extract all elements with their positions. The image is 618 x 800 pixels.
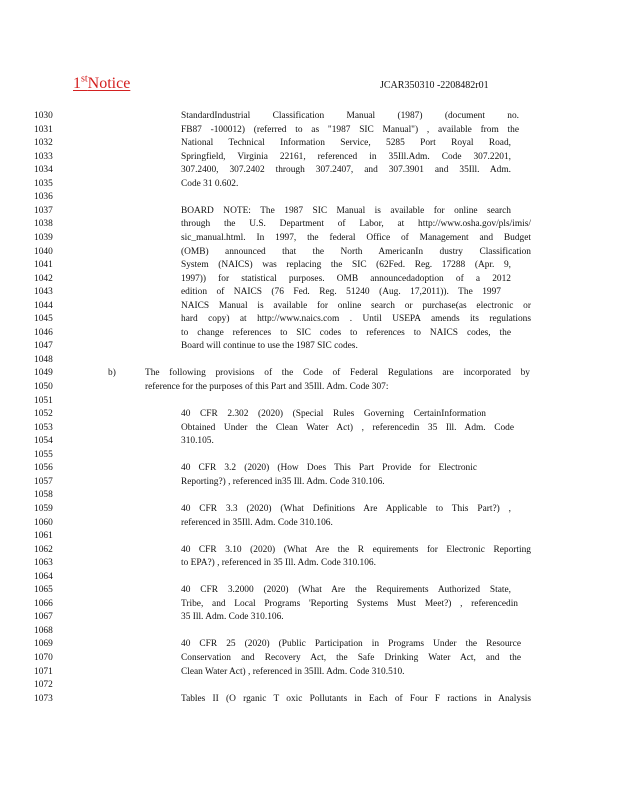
line-number: 1049 [34, 368, 53, 379]
line-number: 1055 [34, 449, 53, 460]
line-number: 1065 [34, 585, 53, 596]
text-line: 40 CFR 3.2000 (2020) (What Are the Requirements Authorized State, [181, 585, 511, 596]
text-line: Board will continue to use the 1987 SIC codes. [181, 341, 358, 352]
line-number: 1050 [34, 382, 53, 392]
text-line: 40 CFR 2.302 (2020) (Special Rules Governing CertainInformation [181, 409, 486, 420]
line-number: 1068 [34, 625, 53, 636]
line-number: 1051 [34, 395, 53, 406]
line-number: 1039 [34, 232, 53, 243]
text-line: BOARD NOTE: The 1987 SIC Manual is available for online search [181, 205, 511, 216]
notice-number: 1 [73, 75, 81, 92]
line-number: 1071 [34, 666, 53, 677]
line-number: 1073 [34, 693, 53, 704]
line-number: 1058 [34, 490, 53, 501]
text-line: b) [108, 368, 116, 379]
line-number: 1042 [34, 273, 53, 284]
text-line: Obtained Under the Clean Water Act) , referencedin 35 Ill. Adm. Code [181, 422, 514, 433]
text-line: Code 31 0.602. [181, 178, 239, 189]
text-line: 40 CFR 25 (2020) (Public Participation in Programs Under the Resource [181, 639, 521, 650]
text-line: StandardIndustrial Classification Manual (1987) (document no. [181, 111, 519, 121]
line-number: 1033 [34, 151, 53, 162]
text-line: 40 CFR 3.10 (2020) (What Are the R equirements for Electronic Reporting [181, 544, 531, 555]
text-line: 40 CFR 3.2 (2020) (How Does This Part Provide for Electronic [181, 463, 477, 474]
line-number: 1063 [34, 558, 53, 569]
text-line: through the U.S. Department of Labor, at http://www.osha.gov/pls/imis/ [181, 219, 531, 230]
line-number: 1044 [34, 300, 53, 311]
text-line: reference for the purposes of this Part and 35Ill. Adm. Code 307: [145, 382, 389, 392]
text-line: (OMB) announced that the North AmericanIn dustry Classification [181, 246, 531, 257]
text-line: sic_manual.html. In 1997, the federal Office of Management and Budget [181, 232, 531, 243]
notice-superscript: st [81, 73, 88, 85]
line-number: 1066 [34, 598, 53, 609]
header-code: JCAR350310 -2208482r01 [380, 80, 489, 91]
line-number: 1035 [34, 178, 53, 189]
text-line: hard copy) at http://www.naics.com . Until USEPA amends its regulations [181, 314, 531, 325]
text-line: Tables II (O rganic T oxic Pollutants in Each of Four F ractions in Analysis [181, 693, 531, 704]
text-line: National Technical Information Service, 5285 Port Royal Road, [181, 138, 511, 149]
line-number: 1047 [34, 341, 53, 352]
line-number: 1046 [34, 327, 53, 338]
text-line: 35 Ill. Adm. Code 310.106. [181, 612, 284, 623]
line-number: 1052 [34, 409, 53, 420]
text-line: NAICS Manual is available for online search or purchase(as electronic or [181, 300, 531, 311]
line-number: 1054 [34, 436, 53, 447]
text-line: 40 CFR 3.3 (2020) (What Definitions Are Applicable to This Part?) , [181, 503, 511, 514]
line-number: 1048 [34, 354, 53, 365]
text-line: to change references to SIC codes to references to NAICS codes, the [181, 327, 511, 338]
line-number: 1067 [34, 612, 53, 623]
line-number: 1069 [34, 639, 53, 650]
line-number: 1034 [34, 165, 53, 176]
text-line: to EPA?) , referenced in 35 Ill. Adm. Code 310.106. [181, 558, 376, 569]
line-number: 1061 [34, 531, 53, 542]
line-number: 1057 [34, 476, 53, 487]
line-number: 1059 [34, 503, 53, 514]
line-number: 1045 [34, 314, 53, 325]
text-line: Springfield, Virginia 22161, referenced in 35Ill.Adm. Code 307.2201, [181, 151, 511, 162]
text-line: referenced in 35Ill. Adm. Code 310.106. [181, 517, 333, 528]
line-number: 1064 [34, 571, 53, 582]
text-line: Tribe, and Local Programs 'Reporting Systems Must Meet?) , referencedin [181, 598, 518, 609]
text-line: Clean Water Act) , referenced in 35Ill. Adm. Code 310.510. [181, 666, 405, 677]
text-line: System (NAICS) was replacing the SIC (62Fed. Reg. 17288 (Apr. 9, [181, 260, 511, 271]
line-number: 1053 [34, 422, 53, 433]
text-line: FB87 -100012) (referred to as "1987 SIC Manual") , available from the [181, 124, 519, 135]
line-number: 1030 [34, 111, 53, 121]
line-number: 1036 [34, 192, 53, 203]
text-line: 307.2400, 307.2402 through 307.2407, and 307.3901 and 35Ill. Adm. [181, 165, 511, 176]
line-number: 1031 [34, 124, 53, 135]
text-line: Reporting?) , referenced in35 Ill. Adm. Code 310.106. [181, 476, 385, 487]
text-line: edition of NAICS (76 Fed. Reg. 51240 (Aug. 17,2011)). The 1997 [181, 287, 501, 298]
text-line: 310.105. [181, 436, 214, 447]
line-number: 1032 [34, 138, 53, 149]
text-line: 1997)) for statistical purposes. OMB announcedadoption of a 2012 [181, 273, 511, 284]
line-number: 1037 [34, 205, 53, 216]
text-line: Conservation and Recovery Act, the Safe Drinking Water Act, and the [181, 653, 521, 663]
line-number: 1041 [34, 260, 53, 271]
text-line: The following provisions of the Code of Federal Regulations are incorporated by [145, 368, 530, 379]
line-number: 1038 [34, 219, 53, 230]
line-number: 1072 [34, 680, 53, 691]
notice-word: Notice [87, 75, 131, 92]
line-number: 1070 [34, 653, 53, 663]
line-number: 1062 [34, 544, 53, 555]
line-number: 1060 [34, 517, 53, 528]
line-number: 1056 [34, 463, 53, 474]
header-notice [73, 75, 130, 93]
line-number: 1043 [34, 287, 53, 298]
line-number: 1040 [34, 246, 53, 257]
